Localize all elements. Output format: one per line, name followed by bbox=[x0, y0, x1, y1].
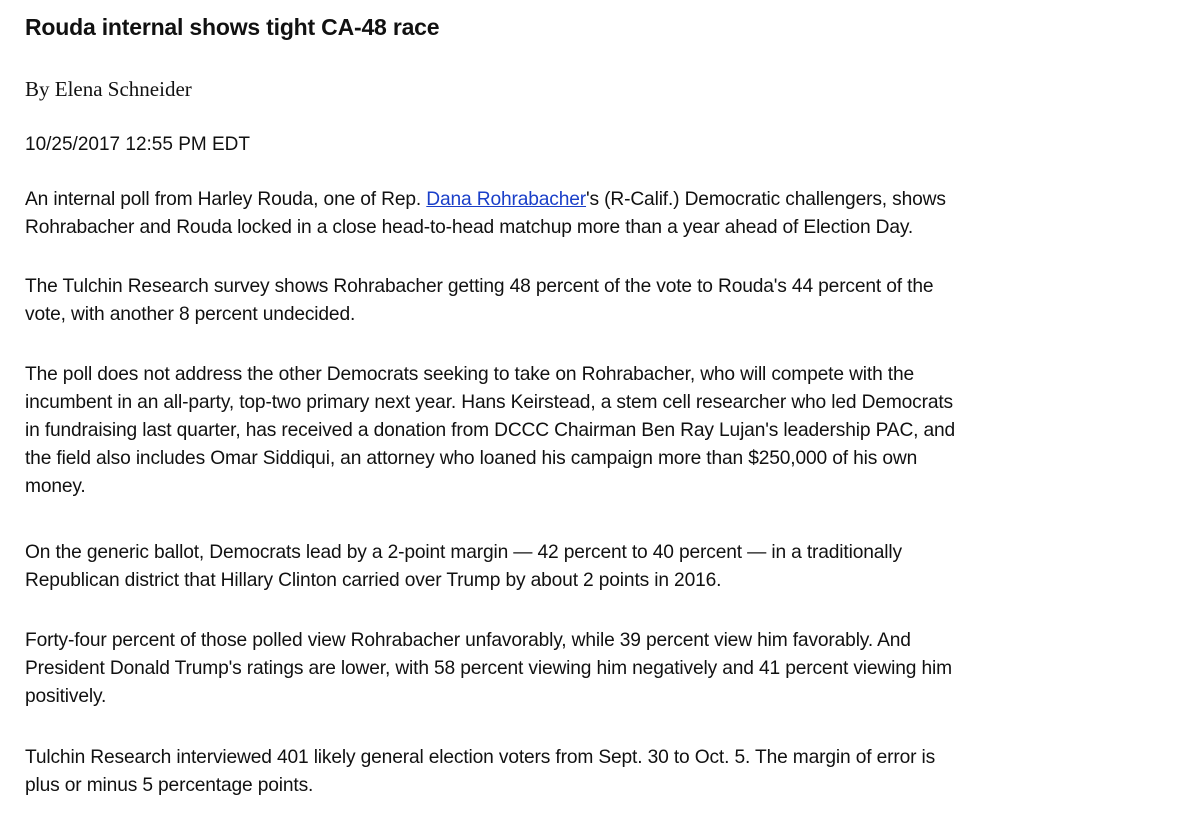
paragraph-line: vote, with another 8 percent undecided. bbox=[25, 304, 356, 325]
paragraph-line: incumbent in an all-party, top-two primary next year. Hans Keirstead, a stem cell researcher who led Democrats bbox=[25, 392, 953, 413]
paragraph-line: The poll does not address the other Democrats seeking to take on Rohrabacher, who will compete with the bbox=[25, 364, 914, 385]
article-paragraph-6 bbox=[25, 744, 1195, 800]
article-dateline: 10/25/2017 12:55 PM EDT bbox=[25, 134, 250, 155]
paragraph-line: Rohrabacher and Rouda locked in a close head-to-head matchup more than a year ahead of Election Day. bbox=[25, 217, 914, 238]
article-byline: By Elena Schneider bbox=[25, 77, 192, 101]
paragraph-line bbox=[25, 186, 1195, 214]
paragraph-line: The Tulchin Research survey shows Rohrabacher getting 48 percent of the vote to Rouda's 44 percent of the bbox=[25, 276, 934, 297]
article-paragraph-1 bbox=[25, 186, 1195, 242]
article-paragraph-3 bbox=[25, 361, 1195, 501]
article-paragraph-5 bbox=[25, 627, 1195, 711]
paragraph-line: Republican district that Hillary Clinton carried over Trump by about 2 points in 2016. bbox=[25, 570, 722, 591]
paragraph-line: plus or minus 5 percentage points. bbox=[25, 775, 314, 796]
paragraph-line: positively. bbox=[25, 686, 107, 707]
paragraph-line: the field also includes Omar Siddiqui, an attorney who loaned his campaign more than $250,000 of his own bbox=[25, 448, 918, 469]
paragraph-line: in fundraising last quarter, has received a donation from DCCC Chairman Ben Ray Lujan's leadership PAC, and bbox=[25, 420, 956, 441]
article-paragraph-4 bbox=[25, 539, 1195, 595]
paragraph-line: Tulchin Research interviewed 401 likely general election voters from Sept. 30 to Oct. 5. The margin of error is bbox=[25, 747, 936, 768]
paragraph-line: President Donald Trump's ratings are lower, with 58 percent viewing him negatively and 41 percent viewing him bbox=[25, 658, 952, 679]
article-headline: Rouda internal shows tight CA-48 race bbox=[25, 14, 440, 40]
dana-rohrabacher-link[interactable]: Dana Rohrabacher bbox=[426, 189, 587, 210]
paragraph-line: On the generic ballot, Democrats lead by a 2-point margin — 42 percent to 40 percent — in a traditionally bbox=[25, 542, 902, 563]
article-paragraph-2 bbox=[25, 273, 1195, 329]
paragraph-text: 's (R-Calif.) Democratic challengers, shows bbox=[586, 189, 946, 210]
paragraph-line: money. bbox=[25, 476, 86, 497]
paragraph-text: An internal poll from Harley Rouda, one of Rep. bbox=[25, 189, 427, 210]
paragraph-line: Forty-four percent of those polled view Rohrabacher unfavorably, while 39 percent view him favorably. And bbox=[25, 630, 911, 651]
